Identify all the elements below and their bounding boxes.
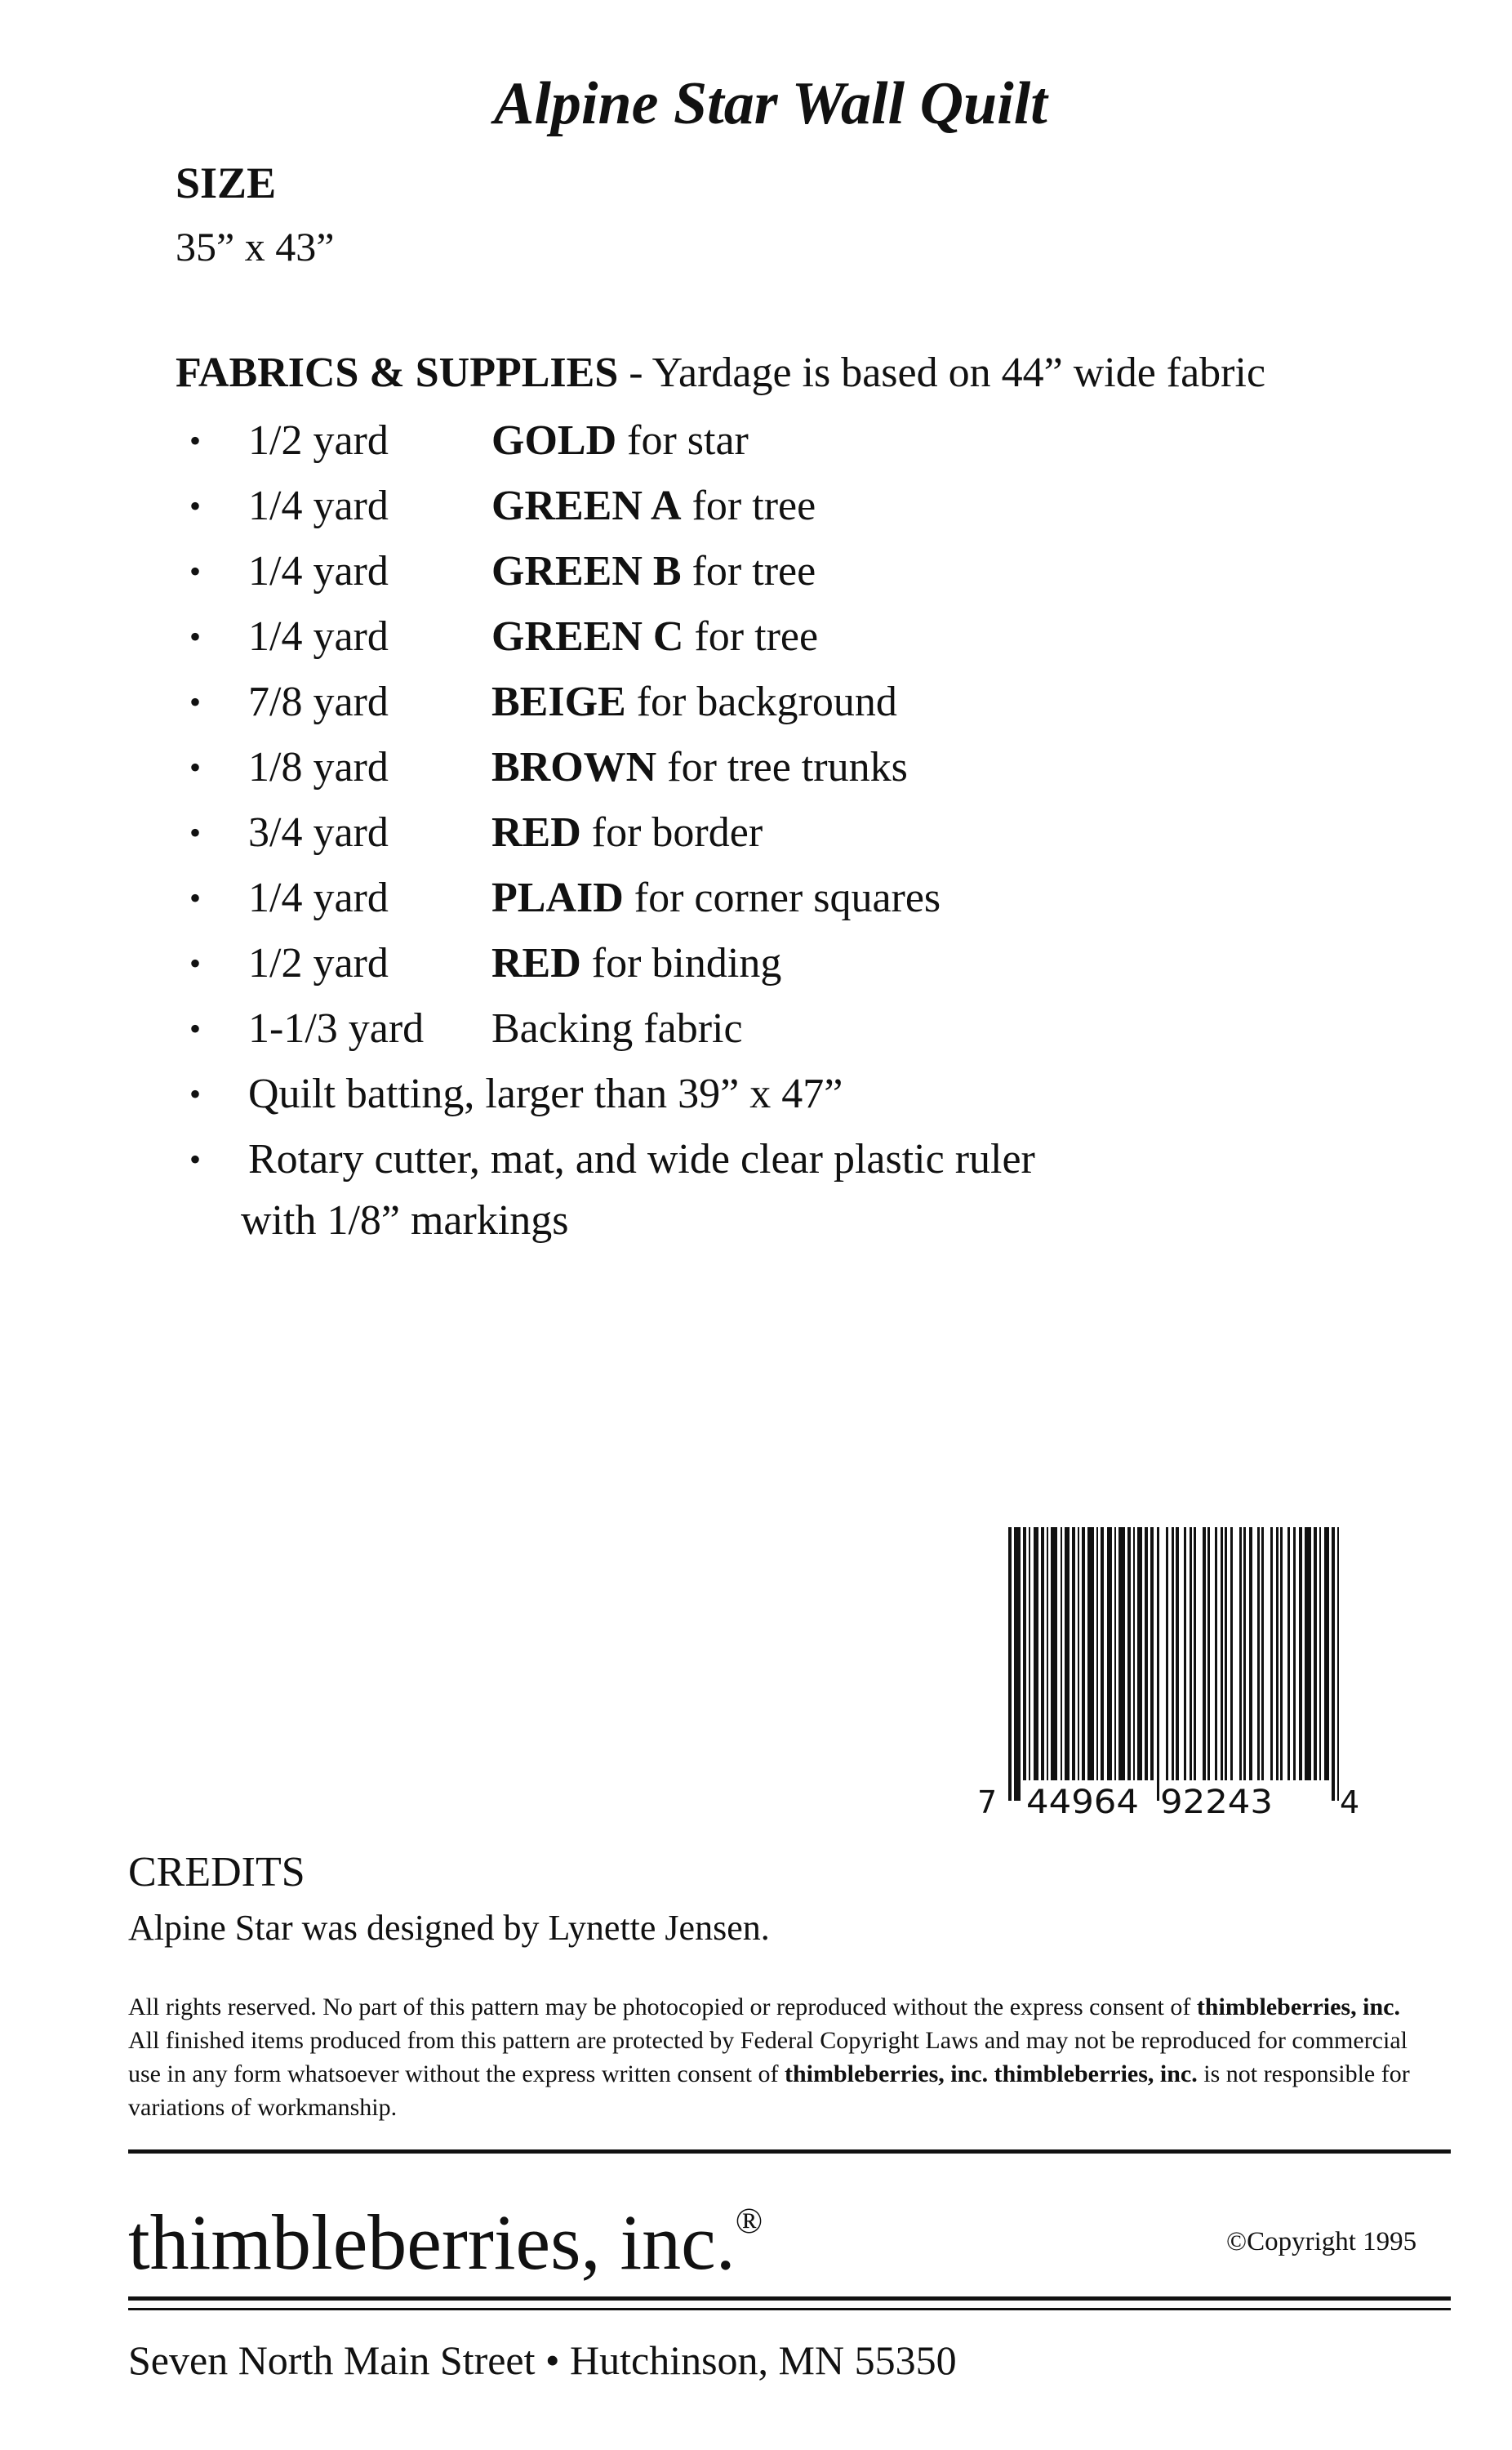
barcode-bar — [1065, 1527, 1070, 1780]
divider — [128, 2296, 1451, 2301]
barcode-bar — [1287, 1527, 1290, 1780]
barcode-bar — [1118, 1527, 1125, 1780]
fabric-description — [491, 870, 941, 927]
fabric-quantity: 1/4 yard — [248, 548, 389, 595]
fabric-description — [491, 935, 781, 992]
fabric-color: BEIGE — [491, 679, 626, 725]
bullet: • — [189, 488, 202, 524]
barcode-bar — [1314, 1527, 1317, 1780]
fabric-use: for border — [580, 809, 763, 856]
fabric-use: Backing fabric — [491, 1005, 743, 1052]
barcode-bar — [1243, 1527, 1246, 1780]
fabric-quantity: 1/4 yard — [248, 483, 389, 529]
barcode-bar — [1087, 1527, 1094, 1780]
page-title: Alpine Star Wall Quilt — [494, 70, 1047, 137]
bullet: • — [189, 1076, 202, 1112]
fabric-description — [491, 804, 763, 862]
legal-notice — [128, 1990, 1434, 2124]
supply-text: Rotary cutter, mat, and wide clear plastic ruler — [248, 1136, 1035, 1183]
barcode-bar — [1184, 1527, 1186, 1780]
fabric-description — [491, 478, 816, 535]
legal-company: thimbleberries, inc. — [994, 2060, 1198, 2087]
barcode-digits-left: 44964 — [1026, 1784, 1139, 1817]
fabric-use: for corner squares — [623, 875, 941, 921]
barcode-bar — [1082, 1527, 1085, 1780]
barcode-bar — [1176, 1527, 1179, 1780]
barcode-bar — [1190, 1527, 1192, 1780]
barcode-bar — [1305, 1527, 1311, 1780]
legal-company: thimbleberries, inc. — [784, 2060, 989, 2087]
barcode-bar — [1101, 1527, 1104, 1780]
barcode-bar — [1166, 1527, 1168, 1780]
barcode-bar — [1127, 1527, 1131, 1780]
fabric-use: for tree — [681, 483, 816, 529]
barcode-bar — [1276, 1527, 1279, 1780]
barcode-bar — [1257, 1527, 1260, 1780]
fabric-quantity: 1-1/3 yard — [248, 1005, 425, 1052]
barcode-bar — [1029, 1527, 1030, 1780]
fabric-color: PLAID — [491, 875, 624, 921]
barcode-bar — [1150, 1527, 1154, 1780]
credits-text: Alpine Star was designed by Lynette Jensen. — [128, 1908, 770, 1948]
barcode-bar — [1114, 1527, 1116, 1780]
fabric-description — [491, 608, 818, 666]
barcode-bar — [1157, 1527, 1159, 1801]
fabric-quantity: 1/2 yard — [248, 940, 389, 987]
barcode-bar — [1061, 1527, 1062, 1780]
barcode-bar — [1280, 1527, 1283, 1780]
divider — [128, 2149, 1451, 2154]
credits-heading: CREDITS — [128, 1849, 305, 1895]
barcode-bar — [1051, 1527, 1057, 1780]
legal-text: All rights reserved. No part of this pattern may be photocopied or reproduced without the express consent of — [128, 1993, 1197, 2020]
fabric-use: for tree trunks — [656, 744, 908, 791]
barcode-lead-digit: 7 — [977, 1784, 998, 1817]
barcode-digits-right: 92243 — [1160, 1784, 1273, 1817]
company-address: Seven North Main Street • Hutchinson, MN 55350 — [128, 2337, 957, 2383]
barcode-bar — [1249, 1527, 1252, 1780]
fabric-use: for tree — [681, 548, 816, 595]
barcode-bars — [1008, 1527, 1339, 1801]
fabrics-header — [176, 349, 1265, 397]
bullet: • — [189, 880, 202, 916]
bullet: • — [189, 945, 202, 982]
barcode-bar — [1215, 1527, 1217, 1780]
barcode-bar — [1194, 1527, 1196, 1780]
legal-company: thimbleberries, inc. — [1196, 1993, 1400, 2020]
fabrics-note: - Yardage is based on 44” wide fabric — [618, 350, 1266, 396]
barcode-bar — [1225, 1527, 1227, 1780]
supply-text-continuation: with 1/8” markings — [241, 1197, 569, 1244]
company-name-text: thimbleberries, inc. — [128, 2198, 736, 2286]
fabric-quantity: 7/8 yard — [248, 679, 389, 725]
fabric-use: for binding — [580, 940, 782, 987]
barcode-bar — [1008, 1527, 1012, 1801]
barcode-bar — [1072, 1527, 1075, 1780]
barcode-bar — [1332, 1527, 1335, 1801]
barcode-image — [976, 1527, 1359, 1817]
fabric-color: GREEN C — [491, 613, 684, 660]
fabrics-heading: FABRICS & SUPPLIES — [176, 350, 619, 396]
registered-mark: ® — [735, 2201, 763, 2241]
barcode-bar — [1107, 1527, 1112, 1780]
barcode-bar — [1078, 1527, 1079, 1780]
barcode-bar — [1034, 1527, 1038, 1780]
company-name — [128, 2197, 763, 2287]
fabric-description — [491, 1000, 743, 1058]
bullet: • — [189, 422, 202, 459]
bullet: • — [189, 749, 202, 786]
barcode-bar — [1293, 1527, 1296, 1780]
barcode-bar — [1270, 1527, 1273, 1780]
barcode-bar — [1324, 1527, 1329, 1780]
bullet: • — [189, 553, 202, 590]
bullet: • — [189, 684, 202, 720]
size-value: 35” x 43” — [176, 224, 335, 270]
barcode-bar — [1203, 1527, 1206, 1780]
legal-text: All finished items produced from this pattern are protected by Federal Copyright Laws and may not be reproduced for commercial use in any form whatsoever without the express written consent of — [128, 2027, 1408, 2087]
bullet: • — [189, 1141, 202, 1178]
fabric-use: for tree — [683, 613, 819, 660]
fabric-quantity: 1/8 yard — [248, 744, 389, 791]
legal-text — [988, 2060, 994, 2087]
barcode-bar — [1014, 1527, 1021, 1801]
fabric-use: for star — [616, 417, 749, 464]
barcode-bar — [1041, 1527, 1044, 1780]
fabric-description — [491, 412, 749, 470]
copyright-notice: ©Copyright 1995 — [1226, 2227, 1417, 2256]
fabric-use: for background — [625, 679, 897, 725]
bullet: • — [189, 1010, 202, 1047]
fabric-description — [491, 739, 908, 796]
barcode-bar — [1337, 1527, 1339, 1801]
barcode-bar — [1172, 1527, 1174, 1780]
fabric-color: RED — [491, 940, 581, 987]
fabric-description — [491, 674, 897, 731]
fabric-description — [491, 543, 816, 600]
bullet: • — [189, 814, 202, 851]
fabric-color: GREEN B — [491, 548, 682, 595]
fabric-quantity: 1/2 yard — [248, 417, 389, 464]
barcode-bar — [1133, 1527, 1135, 1780]
bullet: • — [189, 618, 202, 655]
legal-text: is not responsible for variations of workmanship. — [128, 2060, 1410, 2121]
fabric-quantity: 1/4 yard — [248, 875, 389, 921]
fabric-color: BROWN — [491, 744, 657, 791]
barcode-bar — [1221, 1527, 1223, 1780]
barcode-bar — [1299, 1527, 1302, 1780]
fabric-quantity: 3/4 yard — [248, 809, 389, 856]
barcode-bar — [1145, 1527, 1148, 1780]
divider — [128, 2308, 1451, 2310]
barcode-bar — [1230, 1527, 1233, 1780]
fabric-color: GOLD — [491, 417, 617, 464]
fabric-color: GREEN A — [491, 483, 682, 529]
barcode-bar — [1096, 1527, 1098, 1780]
barcode-bar — [1239, 1527, 1242, 1780]
barcode-bar — [1047, 1527, 1048, 1780]
fabric-color: RED — [491, 809, 581, 856]
barcode-bar — [1023, 1527, 1026, 1780]
barcode-bar — [1261, 1527, 1264, 1780]
supply-text: Quilt batting, larger than 39” x 47” — [248, 1071, 843, 1117]
size-heading: SIZE — [176, 158, 277, 207]
barcode-bar — [1207, 1527, 1210, 1780]
fabric-quantity: 1/4 yard — [248, 613, 389, 660]
barcode-trail-digit: 4 — [1340, 1784, 1359, 1817]
barcode-bar — [1319, 1527, 1321, 1780]
barcode-bar — [1137, 1527, 1142, 1780]
